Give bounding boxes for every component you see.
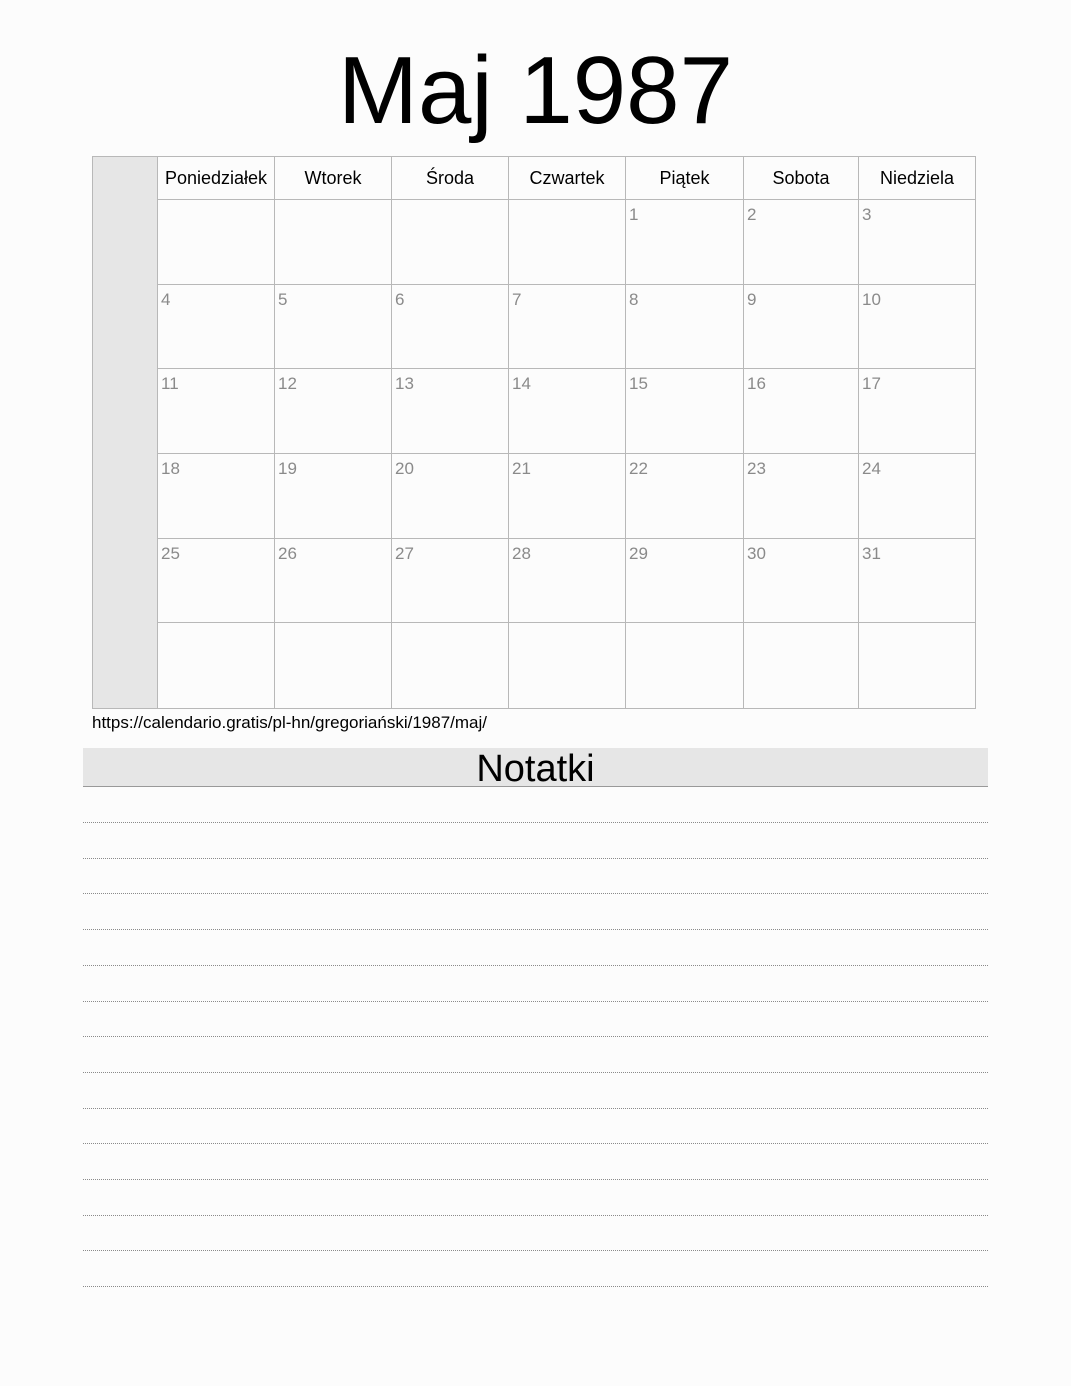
day-number: 3: [862, 205, 872, 224]
day-cell: [275, 285, 392, 370]
note-line: [83, 1036, 988, 1037]
day-cell: [392, 454, 509, 539]
day-number: 1: [629, 205, 639, 224]
note-line: [83, 1250, 988, 1251]
day-cell: [158, 200, 275, 285]
day-number: 14: [512, 374, 531, 394]
day-number: 24: [862, 458, 881, 478]
day-number: 18: [161, 458, 180, 478]
day-number: 19: [278, 458, 297, 478]
day-number: 2: [747, 205, 757, 224]
day-cell: [859, 200, 975, 285]
source-url: https://calendario.gratis/pl-hn/gregoriański/1987/maj/: [92, 713, 487, 732]
day-number: 11: [161, 374, 179, 394]
day-number: 27: [395, 543, 414, 563]
day-number: 13: [395, 374, 414, 394]
day-cell: [626, 200, 744, 285]
day-cell: [744, 369, 859, 454]
note-line: [83, 1001, 988, 1002]
day-cell: [158, 623, 275, 708]
day-number: 31: [862, 543, 881, 563]
day-cell: [509, 539, 626, 624]
day-cell: [158, 285, 275, 370]
weekday-header: Niedziela: [859, 157, 975, 200]
day-cell: [392, 285, 509, 370]
note-line: [83, 822, 988, 823]
calendar-grid: [92, 156, 976, 709]
note-line: [83, 858, 988, 859]
note-line: [83, 1072, 988, 1073]
note-line: [83, 1286, 988, 1287]
day-number: 9: [747, 289, 757, 309]
day-number: 21: [512, 458, 531, 478]
page-title: Maj 1987: [338, 37, 733, 144]
day-number: 7: [512, 289, 522, 309]
day-cell: [392, 623, 509, 708]
note-line: [83, 1108, 988, 1109]
day-cell: [158, 454, 275, 539]
day-cell: [158, 369, 275, 454]
note-line: [83, 1143, 988, 1144]
day-number: 12: [278, 374, 297, 394]
day-number: 20: [395, 458, 414, 478]
day-number: 25: [161, 543, 180, 563]
day-cell: [744, 454, 859, 539]
note-line: [83, 1179, 988, 1180]
day-number: 4: [161, 289, 171, 309]
day-cell: [859, 285, 975, 370]
weekday-header: Wtorek: [275, 157, 392, 200]
day-cell: [744, 285, 859, 370]
day-number: 10: [862, 289, 881, 309]
day-number: 15: [629, 374, 648, 394]
weekday-header: Czwartek: [509, 157, 626, 200]
day-cell: [859, 623, 975, 708]
day-number: 22: [629, 458, 648, 478]
day-cell: [509, 200, 626, 285]
day-number: 8: [629, 289, 639, 309]
day-cell: [626, 454, 744, 539]
day-cell: [626, 285, 744, 370]
day-cell: [509, 454, 626, 539]
note-line: [83, 893, 988, 894]
day-number: 6: [395, 289, 405, 309]
day-cell: [275, 539, 392, 624]
notes-heading: Notatki: [83, 748, 988, 787]
day-number: 23: [747, 458, 766, 478]
weekday-header: Poniedziałek: [158, 157, 275, 200]
day-cell: [275, 454, 392, 539]
day-cell: [509, 285, 626, 370]
day-cell: [859, 369, 975, 454]
day-cell: [859, 539, 975, 624]
note-line: [83, 929, 988, 930]
day-cell: [275, 200, 392, 285]
day-cell: [158, 539, 275, 624]
note-line: [83, 1215, 988, 1216]
week-number-column: [93, 157, 158, 708]
day-cell: [275, 623, 392, 708]
day-number: 16: [747, 374, 766, 394]
day-cell: [744, 623, 859, 708]
day-cell: [859, 454, 975, 539]
day-cell: [626, 369, 744, 454]
day-cell: [275, 369, 392, 454]
day-cell: [509, 369, 626, 454]
weekday-header: Środa: [392, 157, 509, 200]
day-number: 30: [747, 543, 766, 563]
day-cell: [392, 200, 509, 285]
weekday-header: Sobota: [744, 157, 859, 200]
day-cell: [392, 539, 509, 624]
day-cell: [626, 623, 744, 708]
note-line: [83, 965, 988, 966]
day-cell: [626, 539, 744, 624]
day-number: 26: [278, 543, 297, 563]
weekday-header: Piątek: [626, 157, 744, 200]
day-cell: [392, 369, 509, 454]
day-number: 28: [512, 543, 531, 563]
day-number: 17: [862, 374, 881, 394]
day-cell: [744, 200, 859, 285]
day-cell: [509, 623, 626, 708]
calendar-table: [158, 157, 975, 708]
day-number: 29: [629, 543, 648, 563]
day-cell: [744, 539, 859, 624]
day-number: 5: [278, 289, 288, 309]
